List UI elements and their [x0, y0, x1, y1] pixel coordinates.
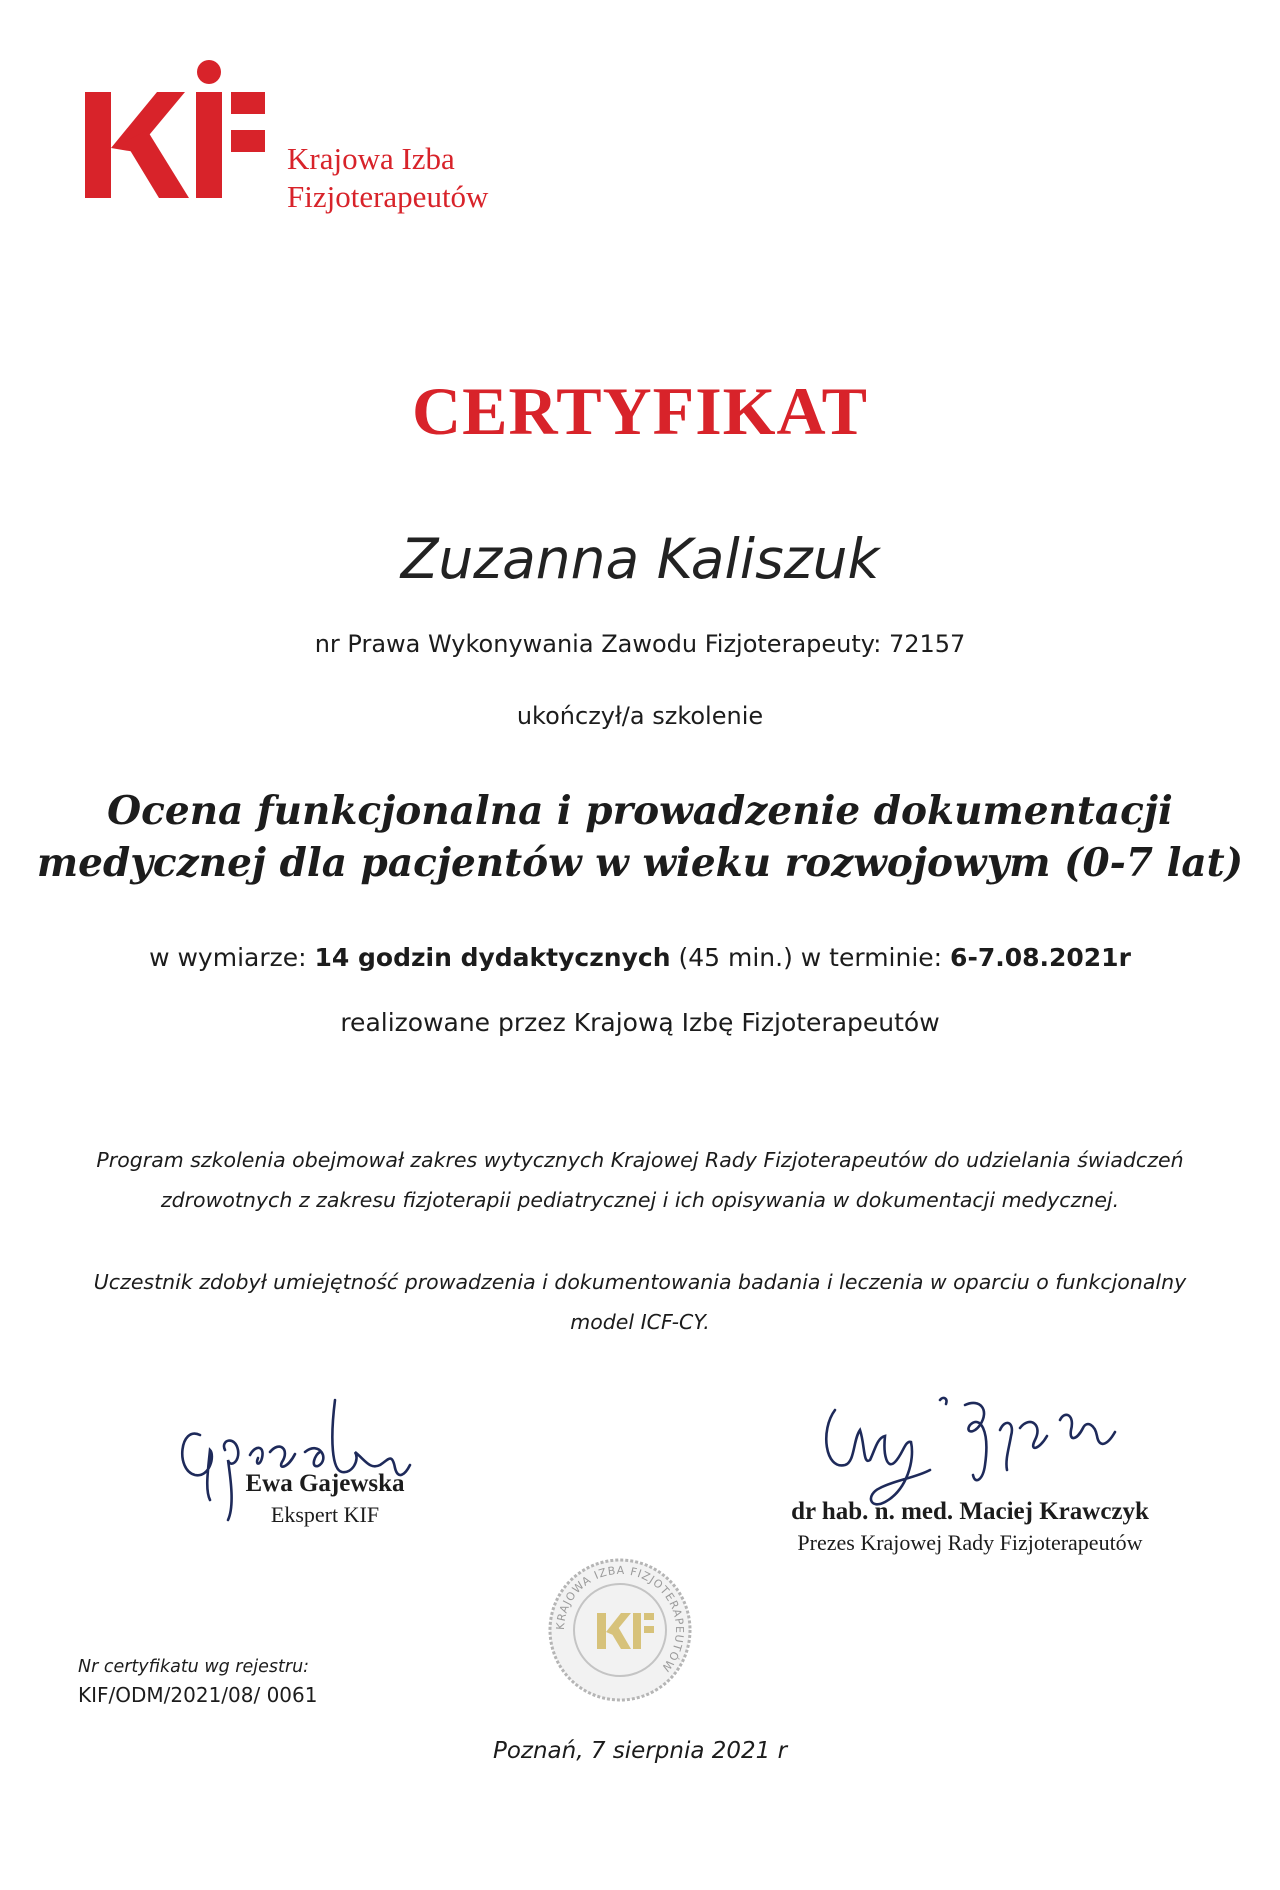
svg-text:KRAJOWA IZBA FIZJOTERAPEUTÓW: KRAJOWA IZBA FIZJOTERAPEUTÓW	[553, 1563, 687, 1675]
signatory-left-name: Ewa Gajewska	[245, 1470, 405, 1497]
program-line2: zdrowotnych z zakresu fizjoterapii pediatrycznej i ich opisywania w dokumentacji medycznej.	[160, 1188, 1120, 1212]
signatory-left-role: Ekspert KIF	[270, 1502, 380, 1527]
course-title	[0, 785, 1280, 889]
course-title-line2: medycznej dla pacjentów w wieku rozwojowym (0-7 lat)	[36, 840, 1244, 886]
organization-name	[287, 140, 488, 216]
scope-date-label: w terminie:	[800, 943, 943, 972]
course-title-line1: Ocena funkcjonalna i prowadzenie dokumentacji	[107, 788, 1173, 834]
registry-number: KIF/ODM/2021/08/ 0061	[78, 1683, 318, 1707]
scope-hours: 14 godzin dydaktycznych	[314, 943, 671, 972]
certificate-registry	[78, 1657, 317, 1707]
scope-prefix: w wymiarze:	[149, 943, 307, 972]
kif-logo-icon	[85, 60, 265, 210]
signatory-right-role: Prezes Krajowej Rady Fizjoterapeutów	[797, 1530, 1143, 1555]
organization-name-line2: Fizjoterapeutów	[287, 179, 489, 214]
program-description	[0, 1140, 1280, 1220]
course-scope	[0, 943, 1280, 972]
scope-date: 6-7.08.2021r	[950, 943, 1131, 972]
registry-label: Nr certyfikatu wg rejestru:	[78, 1657, 310, 1677]
skills-line1: Uczestnik zdobył umiejętność prowadzenia i dokumentowania badania i leczenia w oparciu o funkcjonalny	[93, 1270, 1187, 1294]
signatory-right	[760, 1498, 1180, 1556]
license-number: nr Prawa Wykonywania Zawodu Fizjoterapeuty: 72157	[314, 630, 966, 658]
skills-line2: model ICF-CY.	[570, 1310, 710, 1334]
recipient-name: Zuzanna Kaliszuk	[400, 527, 880, 591]
signatory-right-name: dr hab. n. med. Maciej Krawczyk	[791, 1498, 1149, 1525]
place-date: Poznań, 7 sierpnia 2021 r	[492, 1738, 788, 1764]
certificate-title: CERTYFIKAT	[412, 373, 868, 449]
skills-description	[0, 1262, 1280, 1342]
organization-name-line1: Krajowa Izba	[287, 141, 455, 176]
scope-minutes: (45 min.)	[678, 943, 793, 972]
realized-by: realizowane przez Krajową Izbę Fizjoterapeutów	[340, 1008, 940, 1037]
program-line1: Program szkolenia obejmował zakres wytycznych Krajowej Rady Fizjoterapeutów do udzielania świadczeń	[96, 1148, 1184, 1172]
completed-text: ukończył/a szkolenie	[516, 702, 764, 730]
seal-icon	[545, 1555, 695, 1705]
signatory-left	[210, 1470, 440, 1528]
